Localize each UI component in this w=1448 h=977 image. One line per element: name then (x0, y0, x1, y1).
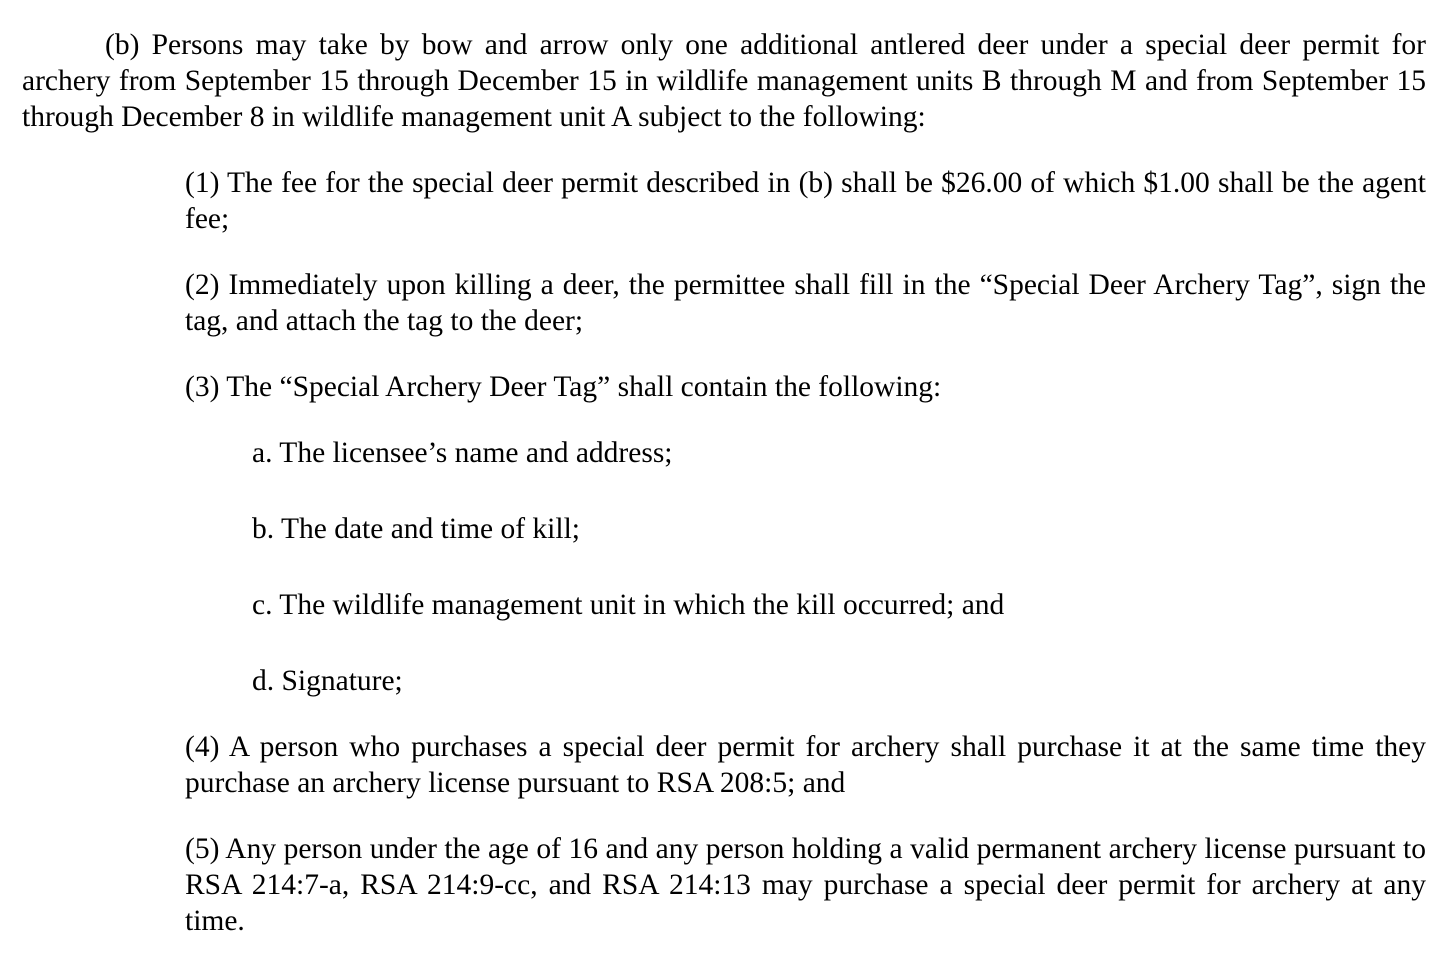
sub-item-c: c. The wildlife management unit in which the kill occurred; and (252, 589, 1005, 621)
sub-item-b: b. The date and time of kill; (252, 513, 580, 545)
list-item-5: (5) Any person under the age of 16 and any person holding a valid permanent archery license pursuant to RSA 214:7-a, RSA 214:9-cc, and RSA 214:13 may purchase a special deer permit for archery at any time. (185, 833, 1426, 937)
paragraph-b: (b) Persons may take by bow and arrow only one additional antlered deer under a special deer permit for archery from September 15 through December 15 in wildlife management units B through M and from September 15 through December 8 in wildlife management unit A subject to the following: (22, 29, 1426, 133)
document-page (22, 27, 1426, 939)
list-item-4: (4) A person who purchases a special deer permit for archery shall purchase it at the same time they purchase an archery license pursuant to RSA 208:5; and (185, 731, 1426, 799)
list-item-3: (3) The “Special Archery Deer Tag” shall contain the following: (185, 371, 942, 403)
list-item-1: (1) The fee for the special deer permit described in (b) shall be $26.00 of which $1.00 shall be the agent fee; (185, 167, 1426, 235)
list-item-2: (2) Immediately upon killing a deer, the permittee shall fill in the “Special Deer Archery Tag”, sign the tag, and attach the tag to the deer; (185, 269, 1426, 337)
sub-item-d: d. Signature; (252, 665, 403, 697)
sub-item-a: a. The licensee’s name and address; (252, 437, 673, 469)
